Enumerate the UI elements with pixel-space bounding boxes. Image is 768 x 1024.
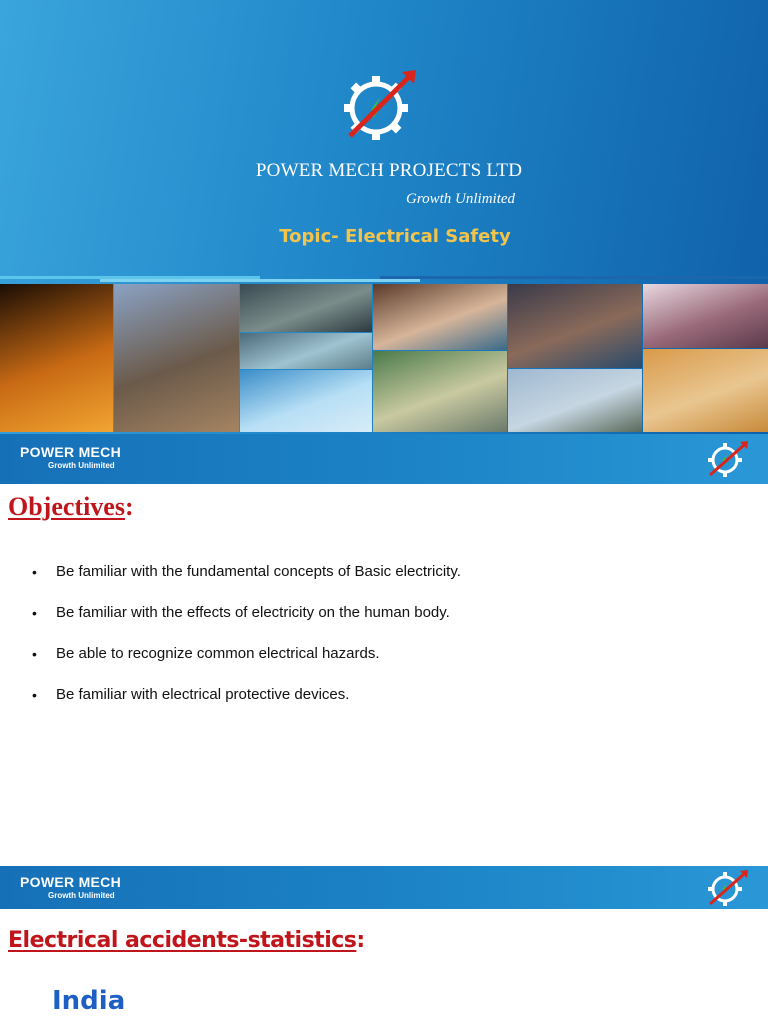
banner-brand: POWER MECH	[20, 444, 121, 460]
country-label: India	[52, 986, 126, 1016]
pressure-vessel-photo	[240, 333, 372, 369]
company-name: POWER MECH PROJECTS LTD	[255, 160, 523, 181]
transmission-tower-photo	[240, 370, 372, 432]
banner-brand: POWER MECH	[20, 874, 121, 890]
power-mech-gear-logo-small	[704, 439, 750, 479]
statistics-heading: Electrical accidents-statistics:	[8, 928, 365, 953]
topic-title: Topic- Electrical Safety	[279, 226, 511, 247]
storage-tanks-photo	[643, 349, 768, 432]
footer-banner	[0, 866, 768, 909]
thermal-power-plant-night-photo	[0, 284, 113, 432]
decorative-stripes	[0, 276, 768, 284]
list-item: • Be familiar with the fundamental concepts of Basic electricity.	[30, 562, 461, 603]
title-slide	[0, 0, 768, 484]
large-pipes-sunset-photo	[643, 284, 768, 348]
objectives-list	[30, 562, 461, 726]
power-mech-gear-logo	[340, 68, 420, 144]
list-item: • Be familiar with electrical protective devices.	[30, 685, 461, 726]
boiler-structure-construction-photo	[114, 284, 239, 432]
workers-training-photo	[373, 284, 507, 350]
turbine-workers-photo	[508, 284, 642, 368]
industrial-hall-crane-photo	[240, 284, 372, 332]
photo-collage	[0, 284, 768, 432]
company-tagline: Growth Unlimited	[406, 191, 516, 207]
objectives-heading: Objectives:	[8, 492, 134, 521]
list-item: • Be able to recognize common electrical hazards.	[30, 644, 461, 685]
power-mech-gear-logo-small	[704, 868, 750, 908]
banner-tagline: Growth Unlimited	[48, 891, 115, 900]
statistics-slide	[0, 866, 768, 1024]
steel-structure-interior-photo	[373, 351, 507, 432]
list-item: • Be familiar with the effects of electricity on the human body.	[30, 603, 461, 644]
footer-banner	[0, 434, 768, 484]
chimney-plant-photo	[508, 369, 642, 432]
objectives-slide	[0, 484, 768, 866]
banner-tagline: Growth Unlimited	[48, 461, 115, 470]
